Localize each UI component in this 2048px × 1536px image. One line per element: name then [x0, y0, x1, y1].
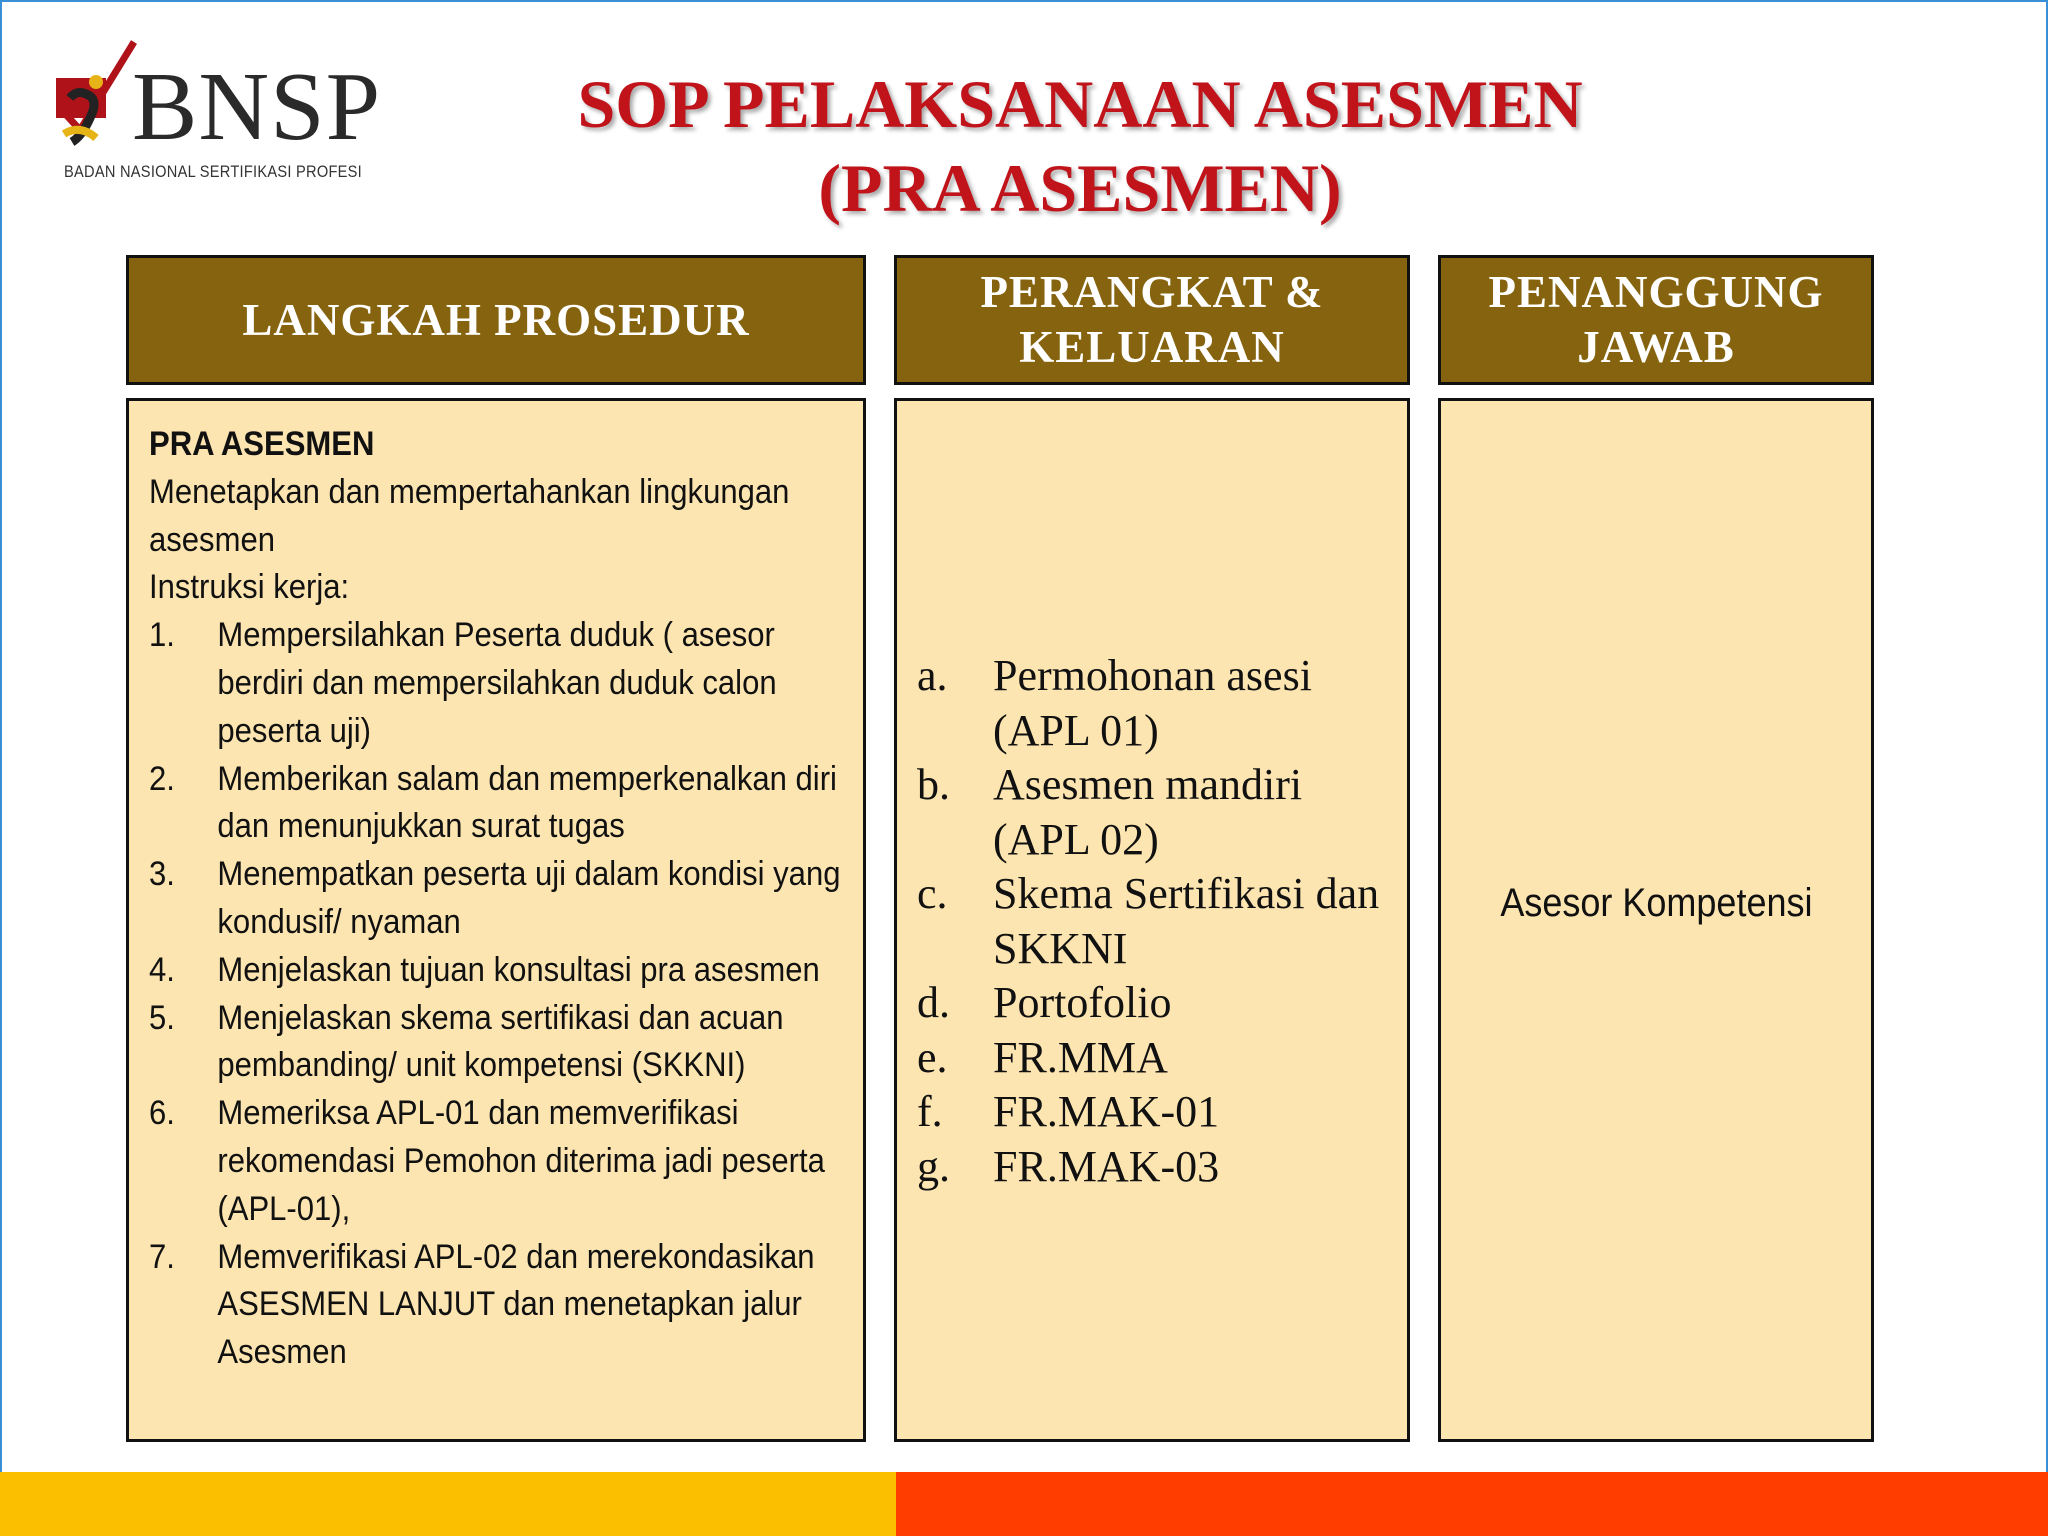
step-text: Menjelaskan skema sertifikasi dan acuan pembanding/ unit kompetensi (SKKNI) — [217, 998, 784, 1085]
header-label: LANGKAH PROSEDUR — [242, 294, 750, 345]
step-number: 2. — [149, 759, 175, 798]
list-item — [917, 1031, 1397, 1086]
item-marker: g. — [917, 1141, 950, 1191]
responsible-cell — [1438, 398, 1874, 1442]
list-item — [917, 649, 1397, 758]
responsible-text: Asesor Kompetensi — [1499, 881, 1813, 925]
logo-name: BNSP — [132, 53, 382, 161]
list-item — [149, 1234, 860, 1377]
step-number: 1. — [149, 616, 175, 655]
item-marker: e. — [917, 1032, 948, 1082]
list-item — [149, 1090, 860, 1233]
item-text: FR.MMA — [993, 1032, 1168, 1082]
step-text: Mempersilahkan Peserta duduk ( asesor berdiri dan mempersilahkan duduk calon peserta uji) — [217, 616, 777, 750]
tools-list — [917, 649, 1397, 1194]
header-penanggung-jawab — [1438, 255, 1874, 385]
list-item — [917, 758, 1397, 867]
step-text: Memeriksa APL-01 dan memverifikasi rekomendasi Pemohon diterima jadi peserta (APL-01), — [217, 1094, 825, 1228]
logo-subtitle: BADAN NASIONAL SERTIFIKASI PROFESI — [64, 162, 363, 181]
responsible-text-wrap — [1441, 879, 1871, 927]
step-number: 4. — [149, 950, 175, 989]
bnsp-logo — [50, 38, 382, 188]
header-label-line-1: PERANGKAT & — [980, 267, 1324, 317]
step-number: 3. — [149, 855, 175, 894]
procedure-steps-list — [149, 612, 860, 1377]
list-item — [917, 867, 1397, 976]
item-text: Skema Sertifikasi dan SKKNI — [993, 869, 1380, 973]
list-item — [149, 851, 860, 947]
list-item — [149, 756, 860, 852]
step-text: Memverifikasi APL-02 dan merekondasikan ASESMEN LANJUT dan menetapkan jalur Asesmen — [217, 1237, 815, 1372]
item-marker: b. — [917, 760, 950, 809]
bnsp-emblem-icon — [50, 38, 142, 156]
item-text: Asesmen mandiri (APL 02) — [993, 760, 1303, 864]
header-langkah-prosedur — [126, 255, 866, 385]
header-perangkat-keluaran — [894, 255, 1410, 385]
footer-bar-left — [0, 1472, 896, 1536]
footer-bar-right — [896, 1472, 2048, 1536]
item-text: FR.MAK-01 — [993, 1087, 1220, 1136]
item-text: FR.MAK-03 — [993, 1141, 1220, 1191]
step-number: 5. — [149, 998, 175, 1037]
tools-outputs-cell — [894, 398, 1410, 1442]
step-text: Menjelaskan tujuan konsultasi pra asesmen — [217, 950, 820, 989]
procedure-cell — [126, 398, 866, 1442]
procedure-intro: Menetapkan dan mempertahankan lingkungan asesmen — [149, 472, 790, 559]
header-label-line-2: JAWAB — [1577, 322, 1735, 372]
tools-list-wrap — [917, 649, 1397, 1194]
step-number: 6. — [149, 1094, 175, 1133]
title-line-2: (PRA ASESMEN) — [818, 150, 1342, 226]
step-text: Menempatkan peserta uji dalam kondisi yang kondusif/ nyaman — [217, 855, 841, 941]
item-marker: c. — [917, 869, 948, 918]
header-label-line-2: KELUARAN — [1019, 322, 1285, 372]
list-item — [149, 612, 860, 755]
list-item — [917, 976, 1397, 1031]
procedure-heading: PRA ASESMEN — [149, 425, 375, 463]
item-text: Portofolio — [993, 978, 1172, 1027]
page-title — [360, 62, 1800, 230]
item-marker: d. — [917, 978, 950, 1027]
procedure-text — [149, 421, 860, 1377]
step-text: Memberikan salam dan memperkenalkan diri dan menunjukkan surat tugas — [217, 759, 837, 846]
list-item — [149, 995, 860, 1091]
list-item — [149, 947, 860, 995]
instruction-label: Instruksi kerja: — [149, 568, 350, 607]
title-line-1: SOP PELAKSANAAN ASESMEN — [577, 66, 1583, 142]
list-item — [917, 1140, 1397, 1195]
item-marker: a. — [917, 651, 948, 700]
list-item — [917, 1085, 1397, 1140]
item-text: Permohonan asesi (APL 01) — [993, 651, 1312, 755]
step-number: 7. — [149, 1237, 175, 1276]
header-label-line-1: PENANGGUNG — [1488, 267, 1824, 317]
item-marker: f. — [917, 1087, 943, 1136]
